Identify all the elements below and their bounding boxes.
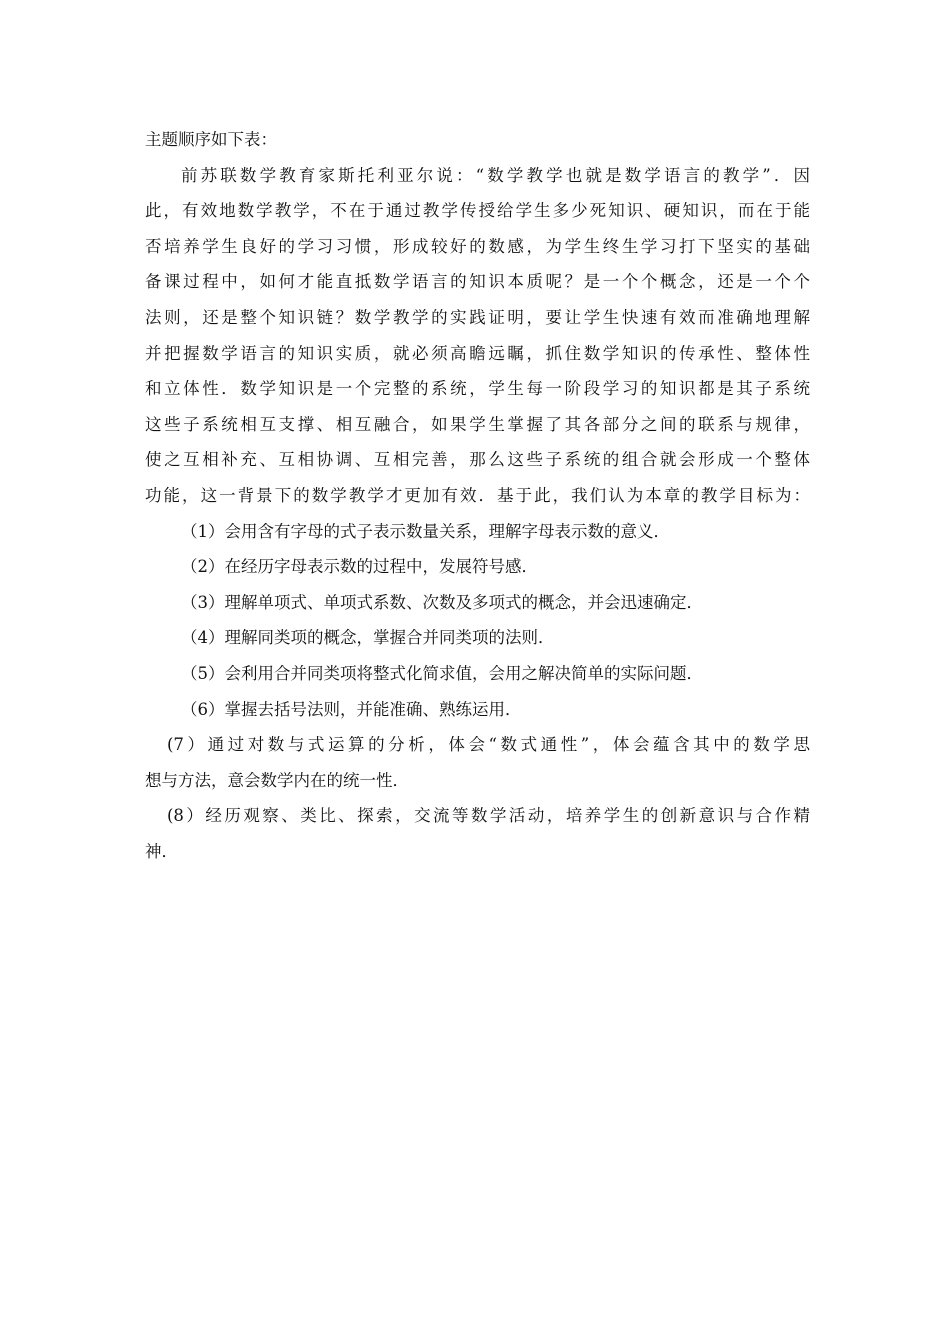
goal-7-line: 想与方法，意会数学内在的统一性． bbox=[145, 770, 409, 790]
paragraph-line: 此，有效地数学教学，不在于通过教学传授给学生多少死知识、硬知识，而在于能 bbox=[145, 201, 810, 221]
paragraph-line: 使之互相补充、互相协调、互相完善，那么这些子系统的组合就会形成一个整体 bbox=[145, 450, 810, 470]
paragraph-line: 和立体性．数学知识是一个完整的系统，学生每一阶段学习的知识都是其子系统 bbox=[145, 379, 810, 399]
goal-item-1: （1）会用含有字母的式子表示数量关系，理解字母表示数的意义． bbox=[181, 521, 670, 541]
goal-item-2: （2）在经历字母表示数的过程中，发展符号感． bbox=[181, 557, 538, 577]
goal-item-7 bbox=[145, 727, 810, 798]
goal-8-line: 神． bbox=[145, 841, 178, 861]
paragraph-line: 法则，还是整个知识链？数学教学的实践证明，要让学生快速有效而准确地理解 bbox=[145, 307, 810, 327]
goal-item-5: （5）会利用合并同类项将整式化简求值，会用之解决简单的实际问题． bbox=[181, 663, 703, 683]
paragraph-line: 前苏联数学教育家斯托利亚尔说：“数学教学也就是数学语言的教学”．因 bbox=[181, 165, 810, 185]
paragraph-line: 功能，这一背景下的数学教学才更加有效．基于此，我们认为本章的教学目标为： bbox=[145, 485, 810, 505]
paragraph-line: 备课过程中，如何才能直抵数学语言的知识本质呢？是一个个概念，还是一个个 bbox=[145, 272, 810, 292]
goal-item-6: （6）掌握去括号法则，并能准确、熟练运用． bbox=[181, 699, 522, 719]
document-body bbox=[145, 122, 810, 869]
goal-list bbox=[145, 514, 810, 728]
intro-line: 主题顺序如下表： bbox=[145, 130, 277, 149]
goal-item-3: （3）理解单项式、单项式系数、次数及多项式的概念，并会迅速确定． bbox=[181, 592, 703, 612]
paragraph-line: 这些子系统相互支撑、相互融合，如果学生掌握了其各部分之间的联系与规律， bbox=[145, 414, 810, 434]
paragraph-line: 否培养学生良好的学习习惯，形成较好的数感，为学生终生学习打下坚实的基础 bbox=[145, 236, 810, 256]
paragraph-line: 并把握数学语言的知识实质，就必须高瞻远瞩，抓住数学知识的传承性、整体性 bbox=[145, 343, 810, 363]
goal-7-line: (7）通过对数与式运算的分析，体会“数式通性”，体会蕴含其中的数学思 bbox=[167, 735, 810, 755]
goal-item-8 bbox=[145, 798, 810, 869]
goal-item-4: （4）理解同类项的概念，掌握合并同类项的法则． bbox=[181, 628, 555, 648]
main-paragraph bbox=[145, 158, 810, 514]
goal-8-line: (8）经历观察、类比、探索，交流等数学活动，培养学生的创新意识与合作精 bbox=[167, 806, 810, 826]
